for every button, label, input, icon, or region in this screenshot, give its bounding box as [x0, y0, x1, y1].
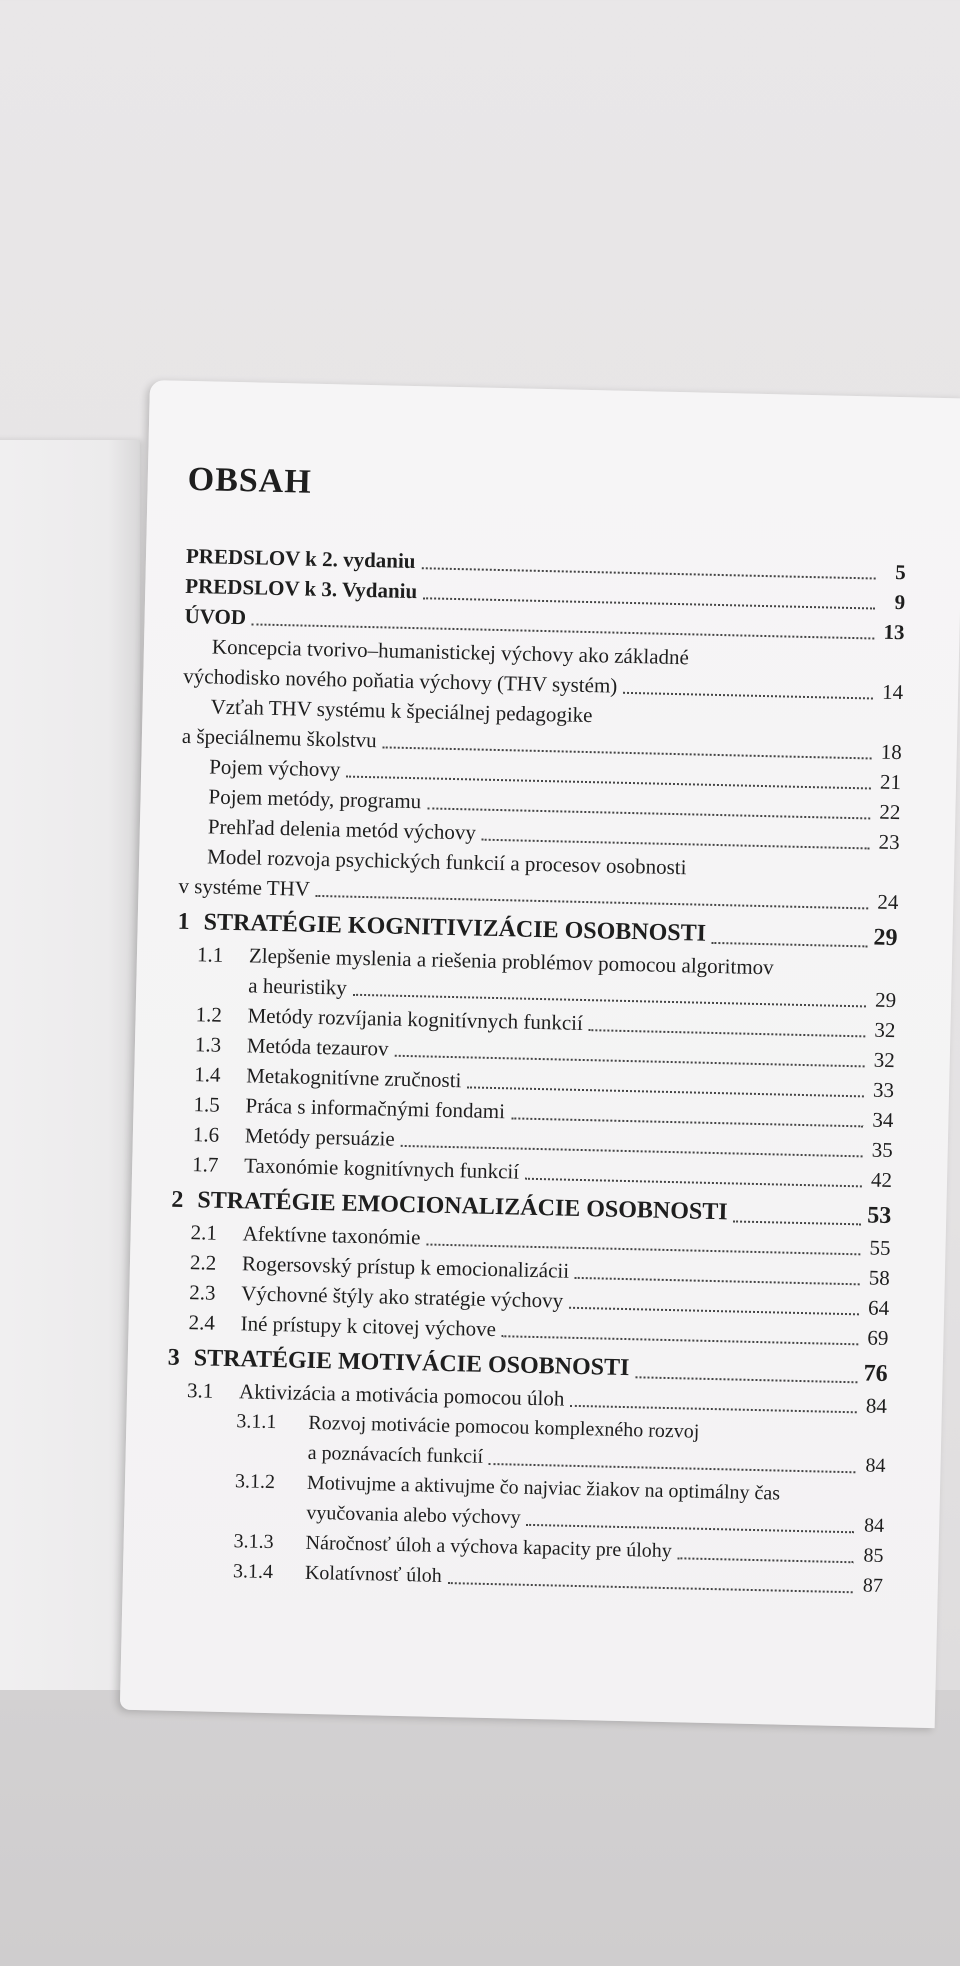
page-number: 5	[895, 559, 907, 585]
entry-title: Metakognitívne zručnosti	[245, 1063, 462, 1093]
dot-leader	[482, 839, 870, 850]
entry-title: STRATÉGIE MOTIVÁCIE OSOBNOSTI	[193, 1345, 630, 1382]
entry-number: 1.6	[192, 1122, 220, 1147]
entry-title: Metóda tezaurov	[246, 1033, 389, 1061]
entry-number: 2.3	[189, 1280, 216, 1305]
entry-number: 2	[171, 1186, 184, 1213]
entry-number: 3.1.2	[234, 1470, 276, 1494]
page-number: 55	[869, 1235, 891, 1261]
entry-title: Náročnosť úloh a výchova kapacity pre úlohy	[305, 1531, 673, 1563]
page-number: 35	[871, 1137, 893, 1163]
page-number: 29	[874, 987, 897, 1013]
left-page-edge	[0, 440, 140, 1710]
page-number: 87	[862, 1574, 884, 1597]
page-title: OBSAH	[187, 460, 313, 501]
page-number: 33	[872, 1077, 895, 1103]
dot-leader	[569, 1307, 859, 1316]
entry-title: PREDSLOV k 3. Vydaniu	[185, 573, 418, 604]
entry-title: Taxonómie kognitívnych funkcií	[243, 1153, 520, 1184]
entry-title: Rozvoj motivácie pomocou komplexného rozvoj	[308, 1411, 700, 1443]
page-number: 64	[867, 1295, 890, 1321]
entry-title: v systéme THV	[178, 873, 311, 901]
entry-number: 1	[177, 908, 191, 936]
page-number: 29	[873, 924, 898, 952]
page-number: 85	[863, 1544, 884, 1567]
page-number: 84	[865, 1393, 888, 1418]
page-number: 53	[866, 1202, 892, 1230]
entry-title: východisko nového poňatia výchovy (THV systém)	[183, 663, 618, 698]
entry-title: STRATÉGIE EMOCIONALIZÁCIE OSOBNOSTI	[197, 1187, 728, 1226]
entry-number: 2.4	[188, 1310, 216, 1335]
entry-title: Metódy rozvíjania kognitívnych funkcií	[247, 1003, 584, 1035]
table-of-contents	[163, 541, 907, 1601]
entry-title: Metódy persuázie	[244, 1123, 395, 1151]
entry-number: 1.4	[193, 1062, 221, 1087]
entry-title: Kolatívnosť úloh	[304, 1561, 443, 1587]
page-number: 32	[873, 1047, 896, 1073]
entry-title: Výchovné štýly ako stratégie výchovy	[241, 1281, 564, 1313]
entry-title: Zlepšenie myslenia a riešenia problémov pomocou algoritmov	[248, 943, 774, 980]
dot-leader	[635, 1376, 857, 1383]
entry-number: 3.1.3	[233, 1530, 274, 1554]
page-number: 84	[865, 1454, 886, 1477]
entry-number: 3.1	[186, 1378, 214, 1403]
entry-title: Model rozvoja psychických funkcií a procesov osobnosti	[206, 844, 687, 880]
entry-number: 3.1.1	[236, 1410, 277, 1434]
entry-title: a heuristiky	[248, 973, 348, 1000]
page-number: 21	[879, 769, 902, 795]
dot-leader	[525, 1178, 862, 1188]
entry-title: Vzťah THV systému k špeciálnej pedagogike	[210, 694, 593, 728]
entry-title: Aktivizácia a motivácia pomocou úloh	[238, 1379, 565, 1411]
entry-title: Koncepcia tvorivo–humanistickej výchovy ako základné	[211, 634, 690, 670]
page-number: 32	[874, 1017, 896, 1043]
dot-leader	[623, 692, 873, 700]
entry-title: a poznávacích funkcií	[307, 1441, 484, 1468]
page-number: 24	[877, 889, 899, 915]
entry-title: Motivujme a aktivujme čo najviac žiakov na optimálny čas	[306, 1471, 781, 1505]
entry-number: 2.1	[190, 1220, 218, 1245]
page-number: 34	[872, 1107, 894, 1133]
page-number: 13	[883, 619, 905, 645]
dot-leader	[502, 1335, 859, 1345]
dot-leader	[526, 1524, 854, 1533]
page-number: 18	[880, 739, 903, 765]
page-number: 76	[863, 1360, 888, 1387]
entry-number: 1.2	[195, 1002, 223, 1027]
entry-title: vyučovania alebo výchovy	[306, 1501, 521, 1529]
entry-number: 1.3	[194, 1032, 222, 1057]
dot-leader	[733, 1220, 861, 1225]
dot-leader	[712, 942, 868, 948]
page-number: 14	[881, 679, 904, 705]
book-page	[120, 380, 960, 1728]
entry-title: a špeciálnemu školstvu	[181, 723, 377, 753]
dot-leader	[570, 1405, 857, 1414]
entry-title: STRATÉGIE KOGNITIVIZÁCIE OSOBNOSTI	[203, 909, 707, 947]
entry-number: 2.2	[189, 1250, 217, 1275]
table-surface	[0, 1690, 960, 1966]
entry-title: Pojem metódy, programu	[208, 784, 422, 814]
entry-title: PREDSLOV k 2. vydaniu	[185, 543, 416, 574]
page-number: 84	[863, 1514, 885, 1537]
dot-leader	[589, 1029, 866, 1037]
entry-title: Iné prístupy k citovej výchove	[240, 1311, 497, 1342]
entry-number: 1.5	[193, 1092, 221, 1117]
dot-leader	[678, 1557, 854, 1563]
dot-leader	[489, 1463, 855, 1473]
dot-leader	[467, 1086, 864, 1097]
page-number: 69	[867, 1325, 889, 1350]
page-number: 22	[879, 799, 901, 825]
entry-title: Rogersovský prístup k emocionalizácii	[241, 1251, 570, 1283]
page-number: 42	[870, 1167, 893, 1193]
entry-title: Práca s informačnými fondami	[245, 1093, 506, 1124]
entry-title: ÚVOD	[184, 603, 247, 630]
entry-title: Pojem výchovy	[208, 754, 341, 782]
dot-leader	[448, 1582, 853, 1593]
entry-title: Afektívne taxonómie	[242, 1221, 421, 1250]
dot-leader	[316, 895, 868, 910]
page-number: 9	[894, 589, 906, 615]
entry-number: 1.1	[196, 942, 224, 967]
entry-number: 1.7	[191, 1152, 219, 1177]
entry-title: Prehľad delenia metód výchovy	[207, 814, 477, 845]
page-number: 23	[878, 829, 900, 855]
dot-leader	[511, 1117, 863, 1127]
page-number: 58	[868, 1265, 891, 1291]
entry-number: 3	[167, 1344, 181, 1371]
dot-leader	[575, 1277, 860, 1285]
entry-number: 3.1.4	[232, 1560, 274, 1584]
